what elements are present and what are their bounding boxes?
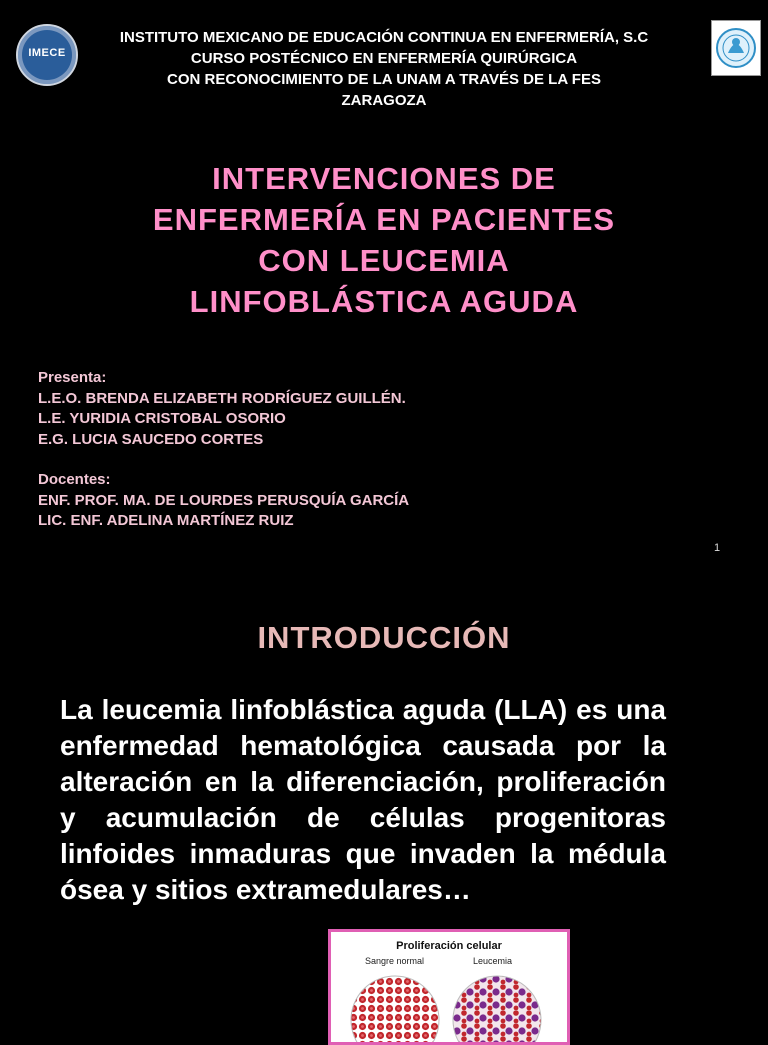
- header-line-1: INSTITUTO MEXICANO DE EDUCACIÓN CONTINUA EN ENFERMERÍA, S.C: [119, 29, 649, 46]
- imece-logo-text: IMECE: [28, 47, 66, 59]
- header-line-2: CURSO POSTÉCNICO EN ENFERMERÍA QUIRÚRGICA: [190, 50, 578, 67]
- title-line-1: INTERVENCIONES DE: [212, 161, 556, 196]
- institution-header: [70, 27, 698, 111]
- header-line-3: CON RECONOCIMIENTO DE LA UNAM A TRAVÉS DE LA FES: [167, 71, 601, 88]
- presenter-3: E.G. LUCIA SAUCEDO CORTES: [38, 430, 264, 448]
- docentes-label: Docentes:: [38, 471, 111, 488]
- title-line-4: LINFOBLÁSTICA AGUDA: [189, 284, 579, 319]
- institution-seal-logo: [711, 20, 761, 76]
- introduction-slide: [0, 580, 768, 1024]
- presenter-1: L.E.O. BRENDA ELIZABETH RODRÍGUEZ GUILLÉN.: [38, 389, 406, 407]
- imece-logo: [16, 24, 78, 86]
- figure-label-leukemia: Leucemia: [473, 956, 513, 966]
- presenter-2: L.E. YURIDIA CRISTOBAL OSORIO: [38, 410, 286, 427]
- blood-cells-illustration: [331, 932, 567, 1042]
- figure-label-normal: Sangre normal: [365, 956, 425, 966]
- title-line-3: CON LEUCEMIA: [258, 243, 510, 278]
- normal-blood-sample: [351, 976, 439, 1042]
- title-line-2: ENFERMERÍA EN PACIENTES: [152, 202, 616, 237]
- page-number: 1: [714, 542, 721, 554]
- docente-2: LIC. ENF. ADELINA MARTÍNEZ RUIZ: [38, 512, 294, 529]
- introduction-title: INTRODUCCIÓN: [257, 620, 511, 655]
- docente-1: ENF. PROF. MA. DE LOURDES PERUSQUÍA GARCÍA: [38, 491, 410, 509]
- presentation-title: [60, 158, 708, 322]
- figure-title: Proliferación celular: [396, 940, 502, 952]
- presenta-label: Presenta:: [38, 369, 107, 386]
- header-line-4: ZARAGOZA: [341, 92, 427, 109]
- spacer: [38, 450, 409, 470]
- seal-graphic: [712, 21, 760, 75]
- cell-proliferation-figure: [328, 929, 570, 1045]
- introduction-paragraph: La leucemia linfoblástica aguda (LLA) es una enfermedad hematológica causada por la alteración en la diferenciación, proliferación y acumulación de células progenitoras linfoides inmaduras que invaden la médula ósea y sitios extramedulares…: [60, 694, 666, 905]
- leukemia-blood-sample: [453, 976, 541, 1042]
- credits-block: [38, 368, 409, 532]
